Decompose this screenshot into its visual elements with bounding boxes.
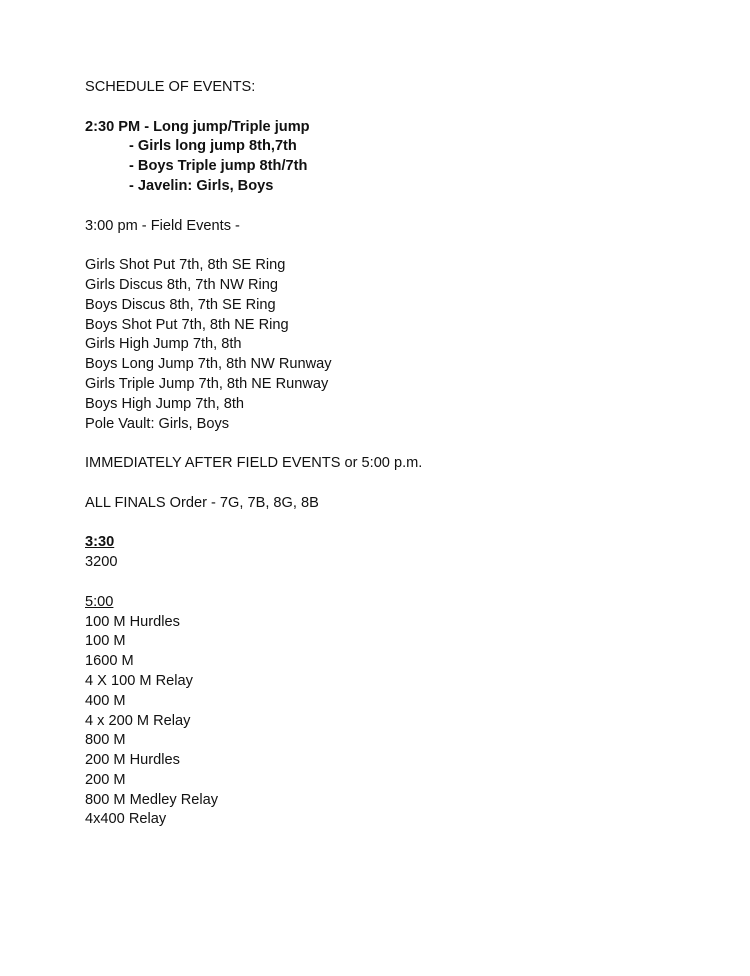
after-field-events-note: IMMEDIATELY AFTER FIELD EVENTS or 5:00 p.m. — [85, 455, 423, 472]
field-event-item: Boys Long Jump 7th, 8th NW Runway — [85, 356, 332, 373]
field-event-item: Boys High Jump 7th, 8th — [85, 395, 244, 412]
field-event-item: Girls High Jump 7th, 8th — [85, 336, 242, 353]
early-event-item: - Girls long jump 8th,7th — [129, 138, 297, 155]
early-events-block — [85, 118, 705, 197]
track-event-item: 4 X 100 M Relay — [85, 672, 193, 689]
spacer — [85, 236, 705, 256]
field-event-item: Girls Triple Jump 7th, 8th NE Runway — [85, 375, 329, 392]
track-event-item: 100 M — [85, 633, 126, 650]
field-event-item: Boys Shot Put 7th, 8th NE Ring — [85, 316, 289, 333]
field-event-item: Girls Shot Put 7th, 8th SE Ring — [85, 257, 286, 274]
block-500 — [85, 593, 705, 831]
track-event-item: 3200 — [85, 554, 118, 571]
field-events-list — [85, 256, 705, 434]
early-events-title: 2:30 PM - Long jump/Triple jump — [85, 118, 310, 135]
spacer — [85, 98, 705, 118]
field-event-item: Pole Vault: Girls, Boys — [85, 415, 230, 432]
track-event-item: 400 M — [85, 692, 126, 709]
track-event-item: 100 M Hurdles — [85, 613, 180, 630]
track-event-item: 4x400 Relay — [85, 811, 167, 828]
spacer — [85, 434, 705, 454]
schedule-heading: SCHEDULE OF EVENTS: — [85, 79, 256, 95]
time-heading-500: 5:00 — [85, 593, 114, 610]
track-event-item: 800 M — [85, 732, 126, 749]
spacer — [85, 474, 705, 494]
block-330 — [85, 533, 705, 573]
spacer — [85, 573, 705, 593]
track-event-item: 200 M — [85, 771, 126, 788]
field-events-title: 3:00 pm - Field Events - — [85, 217, 240, 234]
early-event-item: - Javelin: Girls, Boys — [129, 177, 274, 194]
finals-order-note: ALL FINALS Order - 7G, 7B, 8G, 8B — [85, 494, 319, 511]
time-heading-330: 3:30 — [85, 534, 115, 551]
schedule-document — [85, 78, 705, 830]
field-event-item: Girls Discus 8th, 7th NW Ring — [85, 276, 279, 293]
track-event-item: 200 M Hurdles — [85, 752, 180, 769]
field-event-item: Boys Discus 8th, 7th SE Ring — [85, 296, 276, 313]
spacer — [85, 514, 705, 534]
early-event-item: - Boys Triple jump 8th/7th — [129, 158, 308, 175]
spacer — [85, 197, 705, 217]
track-event-item: 4 x 200 M Relay — [85, 712, 191, 729]
track-event-item: 800 M Medley Relay — [85, 791, 219, 808]
track-event-item: 1600 M — [85, 653, 134, 670]
